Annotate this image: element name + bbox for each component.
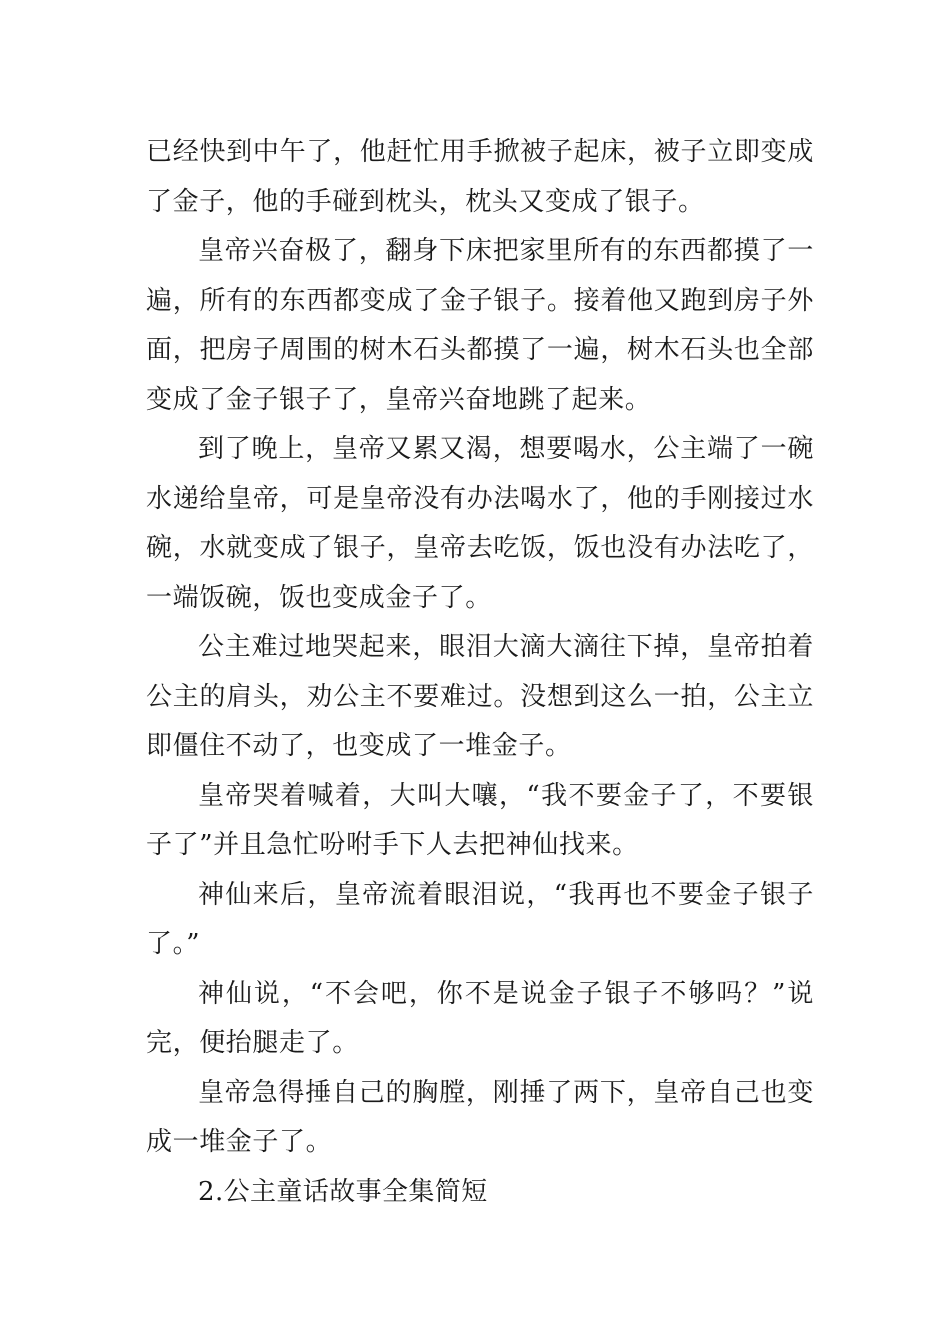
paragraph: 公主难过地哭起来，眼泪大滴大滴往下掉，皇帝拍着公主的肩头，劝公主不要难过。没想到这么一拍，公主立即僵住不动了，也变成了一堆金子。	[146, 632, 814, 761]
paragraph: 皇帝兴奋极了，翻身下床把家里所有的东西都摸了一遍，所有的东西都变成了金子银子。接着他又跑到房子外面，把房子周围的树木石头都摸了一遍，树木石头也全部变成了金子银子了，皇帝兴奋地跳了起来。	[146, 236, 814, 415]
paragraph: 皇帝哭着喊着，大叫大嚷，“我不要金子了，不要银子了”并且急忙吩咐手下人去把神仙找来。	[146, 780, 814, 860]
document-body	[146, 128, 814, 1217]
paragraph: 神仙来后，皇帝流着眼泪说，“我再也不要金子银子了。”	[146, 879, 814, 959]
paragraph: 皇帝急得捶自己的胸膛，刚捶了两下，皇帝自己也变成一堆金子了。	[146, 1077, 814, 1157]
paragraph: 到了晚上，皇帝又累又渴，想要喝水，公主端了一碗水递给皇帝，可是皇帝没有办法喝水了，他的手刚接过水碗，水就变成了银子，皇帝去吃饭，饭也没有办法吃了，一端饭碗，饭也变成金子了。	[146, 434, 814, 613]
paragraph: 神仙说，“不会吧，你不是说金子银子不够吗？”说完，便抬腿走了。	[146, 978, 814, 1058]
section-heading: 2.公主童话故事全集简短	[198, 1176, 488, 1207]
paragraph-continuation: 已经快到中午了，他赶忙用手掀被子起床，被子立即变成了金子，他的手碰到枕头，枕头又变成了银子。	[146, 137, 814, 217]
